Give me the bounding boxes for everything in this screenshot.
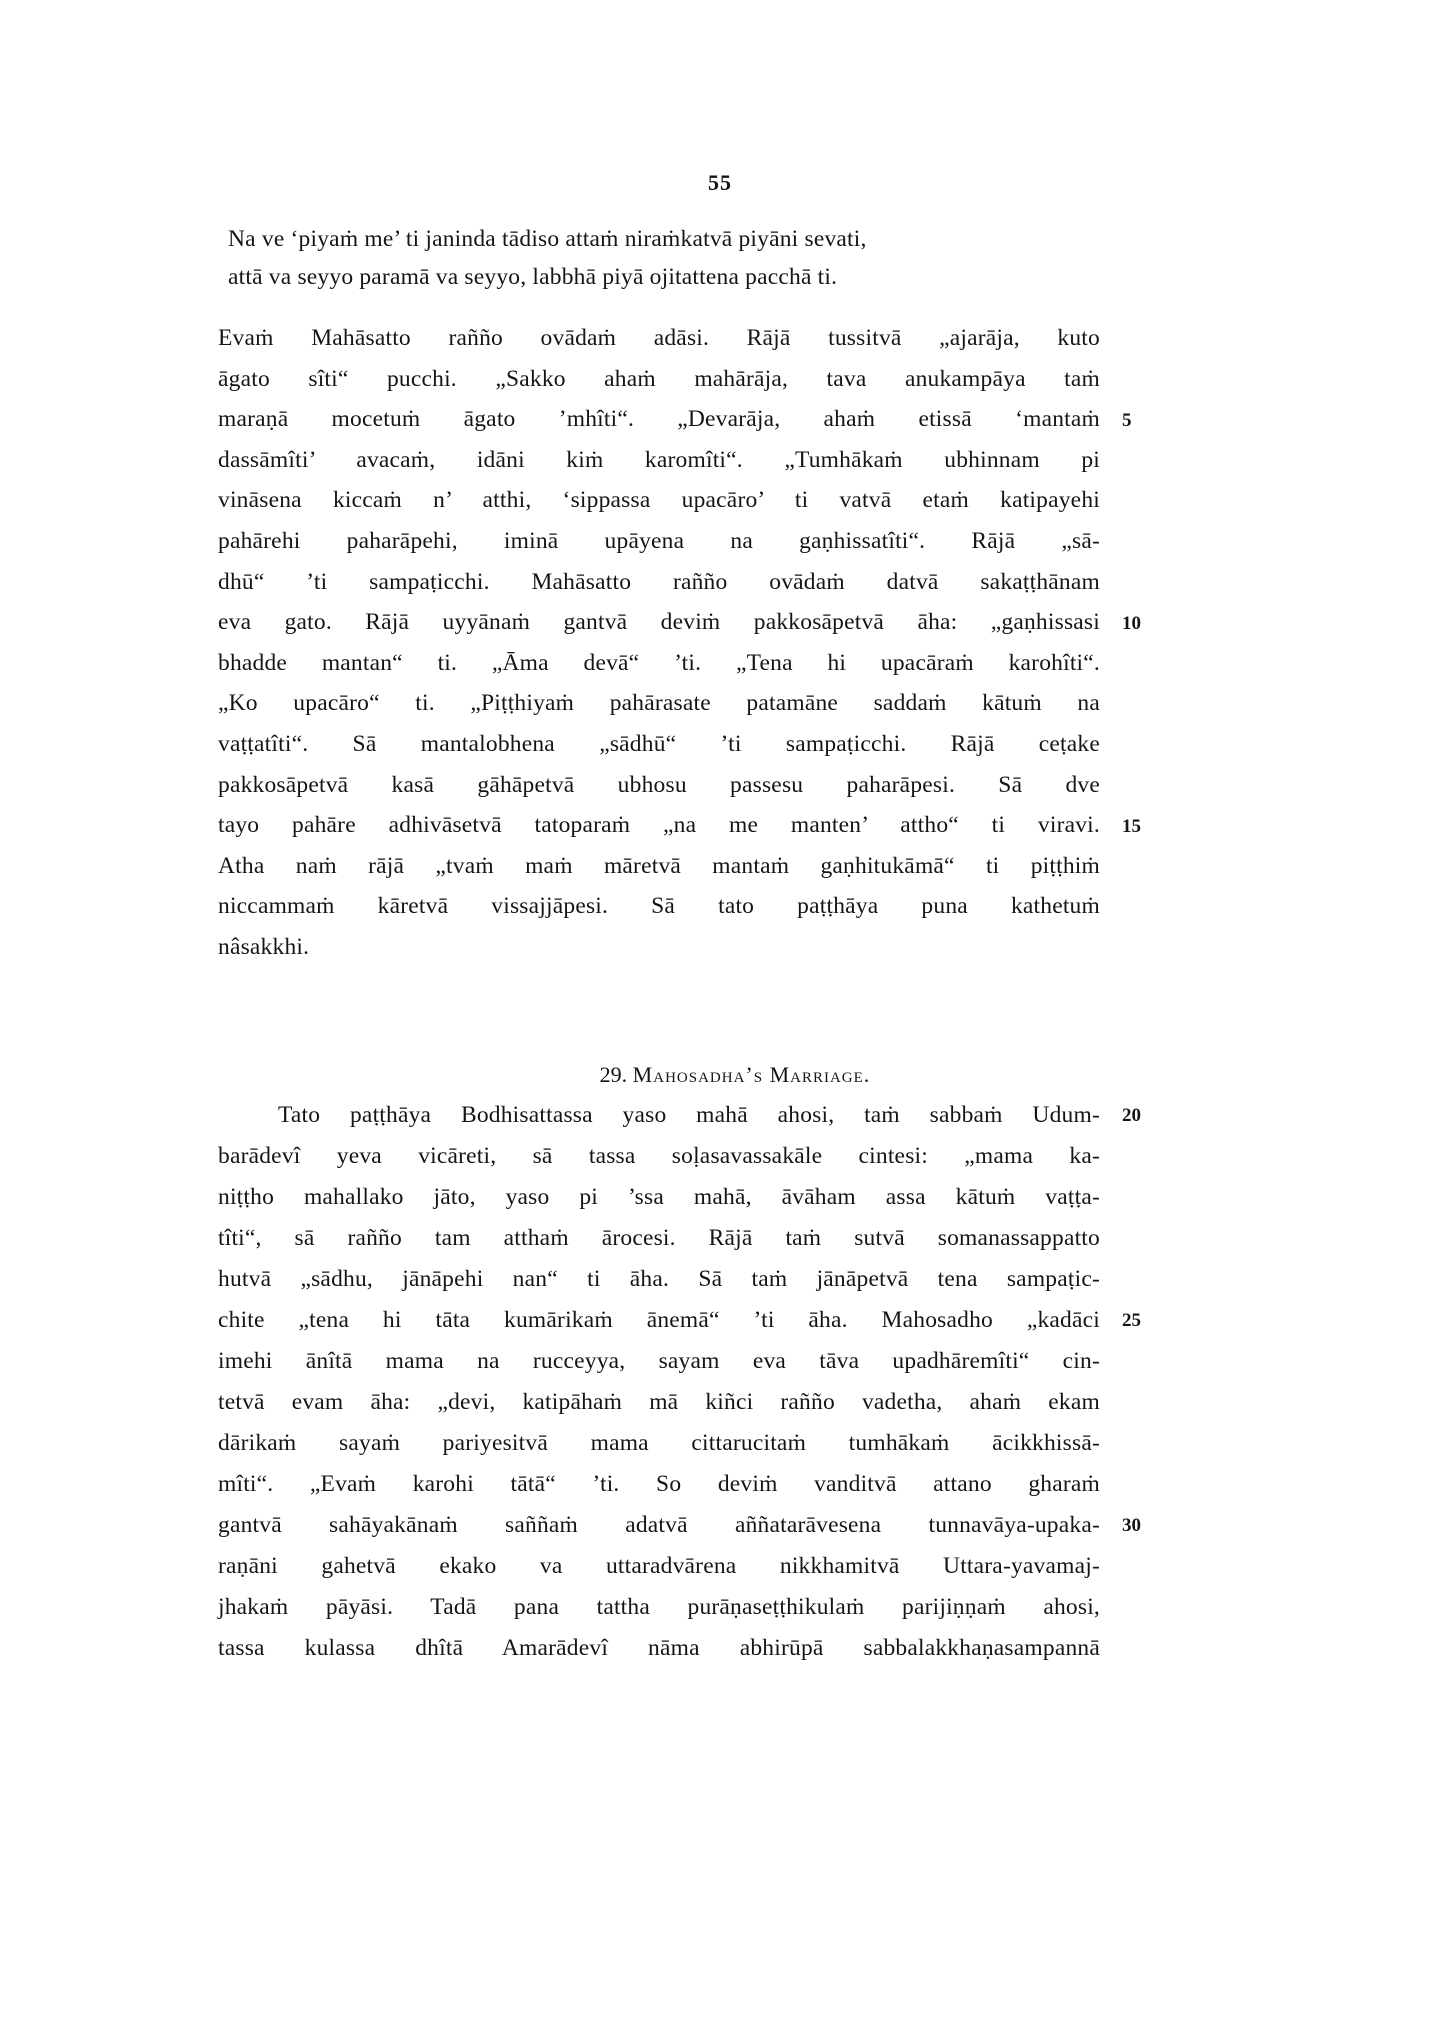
line-number: 10 (1122, 613, 1141, 634)
section-number: 29. (599, 1062, 628, 1087)
text-line: barādevî yeva vicāreti, sā tassa soḷasavassakāle cintesi: „mama ka- (218, 1143, 1100, 1169)
paragraph-2 (218, 1095, 1100, 1669)
text-line: chite „tena hi tāta kumārikaṁ ānemā“ ’ti āha. Mahosadho „kadāci (218, 1307, 1100, 1333)
text-line: tassa kulassa dhîtā Amarādevî nāma abhirūpā sabbalakkhaṇasampannā (218, 1635, 1100, 1661)
text-line: Atha naṁ rājā „tvaṁ maṁ māretvā mantaṁ gaṇhitukāmā“ ti piṭṭhiṁ (218, 852, 1100, 879)
text-line: hutvā „sādhu, jānāpehi nan“ ti āha. Sā taṁ jānāpetvā tena sampaṭic- (218, 1266, 1100, 1292)
text-line: tetvā evam āha: „devi, katipāhaṁ mā kiñci rañño vadetha, ahaṁ ekam (218, 1389, 1100, 1415)
verse-line: attā va seyyo paramā va seyyo, labbhā piyā ojitattena pacchā ti. (228, 264, 838, 290)
text-line: tayo pahāre adhivāsetvā tatoparaṁ „na me manten’ attho“ ti viravi. (218, 812, 1100, 839)
paragraph-1 (218, 318, 1100, 968)
line-number: 15 (1122, 816, 1141, 837)
text-line: imehi ānîtā mama na rucceyya, sayam eva tāva upadhāremîti“ cin- (218, 1348, 1100, 1374)
text-line: raṇāni gahetvā ekako va uttaradvārena nikkhamitvā Uttara-yavamaj- (218, 1553, 1100, 1579)
text-line: tîti“, sā rañño tam atthaṁ ārocesi. Rājā taṁ sutvā somanassappatto (218, 1225, 1100, 1251)
text-line: nâsakkhi. (218, 933, 310, 960)
text-line: vaṭṭatîti“. Sā mantalobhena „sādhū“ ’ti sampaṭicchi. Rājā ceṭake (218, 730, 1100, 757)
text-line: eva gato. Rājā uyyānaṁ gantvā deviṁ pakkosāpetvā āha: „gaṇhissasi (218, 609, 1100, 636)
line-number: 30 (1122, 1515, 1141, 1536)
text-line: niccammaṁ kāretvā vissajjāpesi. Sā tato paṭṭhāya puna kathetuṁ (218, 893, 1100, 920)
verse-stanza (228, 220, 1128, 296)
text-line: pakkosāpetvā kasā gāhāpetvā ubhosu passesu paharāpesi. Sā dve (218, 771, 1100, 798)
text-line: āgato sîti“ pucchi. „Sakko ahaṁ mahārāja, tava anukampāya taṁ (218, 365, 1100, 392)
text-line: vināsena kiccaṁ n’ atthi, ‘sippassa upacāro’ ti vatvā etaṁ katipayehi (218, 487, 1100, 514)
text-line: bhadde mantan“ ti. „Āma devā“ ’ti. „Tena hi upacāraṁ karohîti“. (218, 649, 1100, 676)
text-line: Evaṁ Mahāsatto rañño ovādaṁ adāsi. Rājā tussitvā „ajarāja, kuto (218, 325, 1100, 351)
text-line: dhū“ ’ti sampaṭicchi. Mahāsatto rañño ovādaṁ datvā sakaṭṭhānam (218, 568, 1100, 595)
line-number: 25 (1122, 1310, 1141, 1331)
text-line: dassāmîti’ avacaṁ, idāni kiṁ karomîti“. „Tumhākaṁ ubhinnam pi (218, 446, 1100, 473)
text-line: maraṇā mocetuṁ āgato ’mhîti“. „Devarāja, ahaṁ etissā ‘mantaṁ (218, 406, 1100, 433)
line-number: 20 (1122, 1105, 1141, 1126)
text-line: „Ko upacāro“ ti. „Piṭṭhiyaṁ pahārasate patamāne saddaṁ kātuṁ na (218, 690, 1100, 717)
line-number: 5 (1122, 410, 1132, 431)
section-heading (0, 1060, 1440, 1090)
text-line: pahārehi paharāpehi, iminā upāyena na gaṇhissatîti“. Rājā „sā- (218, 527, 1100, 554)
text-line: gantvā sahāyakānaṁ saññaṁ adatvā aññatarāvesena tunnavāya-upaka- (218, 1512, 1100, 1538)
verse-line: Na ve ‘piyaṁ me’ ti janinda tādiso attaṁ niraṁkatvā piyāni sevati, (228, 226, 867, 252)
page-number: 55 (708, 170, 732, 195)
text-line: Tato paṭṭhāya Bodhisattassa yaso mahā ahosi, taṁ sabbaṁ Udum- (278, 1102, 1100, 1128)
text-line: niṭṭho mahallako jāto, yaso pi ’ssa mahā, āvāham assa kātuṁ vaṭṭa- (218, 1184, 1100, 1210)
text-line: jhakaṁ pāyāsi. Tadā pana tattha purāṇaseṭṭhikulaṁ parijiṇṇaṁ ahosi, (218, 1594, 1100, 1620)
section-title: Mahosadha’s Marriage. (632, 1062, 871, 1087)
text-line: mîti“. „Evaṁ karohi tātā“ ’ti. So deviṁ vanditvā attano gharaṁ (218, 1471, 1100, 1497)
text-line: dārikaṁ sayaṁ pariyesitvā mama cittarucitaṁ tumhākaṁ ācikkhissā- (218, 1430, 1100, 1456)
